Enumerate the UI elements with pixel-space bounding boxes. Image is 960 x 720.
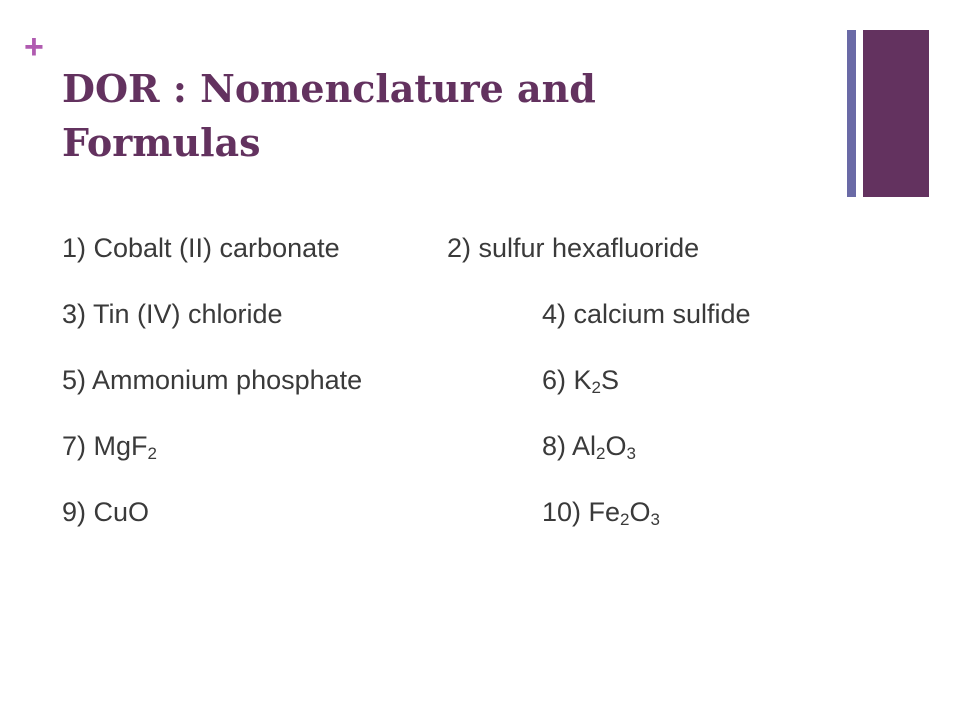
item-5: 5) Ammonium phosphate [62,365,363,395]
item-1: 1) Cobalt (II) carbonate [62,233,340,263]
item-7-prefix: 7) MgF [62,431,148,461]
item-6-prefix: 6) K [542,365,592,395]
item-8 [542,430,636,462]
item-2: 2) sulfur hexafluoride [447,233,700,263]
item-7-subscript: 2 [147,444,157,463]
item-9: 9) CuO [62,497,150,527]
plus-icon: + [24,28,44,66]
item-4: 4) calcium sulfide [542,299,751,329]
item-6 [542,364,619,396]
item-7 [62,430,157,462]
item-6-rest: S [601,365,620,395]
item-3: 3) Tin (IV) chloride [62,299,283,329]
item-10-subscript-1: 2 [620,510,630,529]
item-10-subscript-2: 3 [650,510,660,529]
accent-bar-thick [863,30,929,197]
slide-title: DOR : Nomenclature and Formulas [62,66,596,165]
item-8-subscript-2: 3 [626,444,636,463]
accent-bar-thin [847,30,856,197]
item-10 [542,496,660,528]
item-8-subscript-1: 2 [596,444,606,463]
item-10-mid: O [629,497,651,527]
item-8-mid: O [605,431,627,461]
item-8-prefix: 8) Al [542,431,597,461]
item-10-prefix: 10) Fe [542,497,621,527]
item-6-subscript: 2 [591,378,601,397]
